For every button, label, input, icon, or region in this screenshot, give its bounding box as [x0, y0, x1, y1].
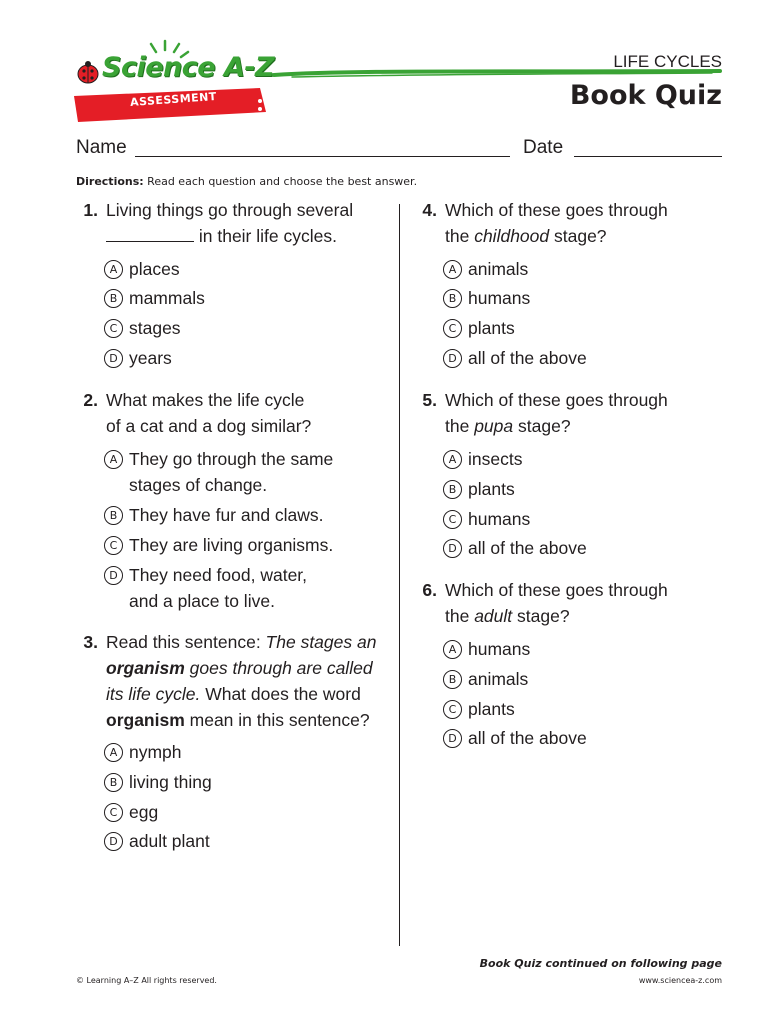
- option-text: living thing: [129, 772, 212, 792]
- question-2: [76, 387, 396, 447]
- keyword: adult: [474, 606, 513, 626]
- answer-bubble[interactable]: D: [443, 539, 462, 558]
- keyword: childhood: [474, 226, 550, 246]
- answer-bubble[interactable]: B: [104, 773, 123, 792]
- question-text: Which of these goes through: [445, 390, 668, 410]
- question-5: [415, 387, 725, 447]
- answer-bubble[interactable]: B: [443, 480, 462, 499]
- question-number: 6.: [422, 580, 437, 600]
- keyword: organism: [106, 658, 185, 678]
- directions-text: Read each question and choose the best answer.: [143, 175, 418, 188]
- subject-label: LIFE CYCLES: [613, 52, 722, 71]
- option-text-line2: and a place to live.: [129, 591, 275, 611]
- continued-note: Book Quiz continued on following page: [479, 957, 722, 970]
- quoted-sentence: The stages an: [265, 632, 377, 652]
- option-text: years: [129, 348, 172, 368]
- question-text-line2: [106, 655, 373, 681]
- answer-bubble[interactable]: A: [104, 743, 123, 762]
- option-text-line2: stages of change.: [129, 475, 268, 495]
- answer-bubble[interactable]: C: [443, 319, 462, 338]
- answer-bubble[interactable]: B: [104, 289, 123, 308]
- option-text: plants: [468, 318, 515, 338]
- question-text: Which of these goes through: [445, 200, 668, 220]
- question-1: [76, 197, 396, 367]
- question-text-fragment: in their life cycles.: [194, 226, 337, 246]
- answer-bubble[interactable]: A: [104, 260, 123, 279]
- option-text: plants: [468, 699, 515, 719]
- question-text-fragment: Read this sentence:: [106, 632, 266, 652]
- option-text: places: [129, 259, 180, 279]
- page-title: Book Quiz: [569, 80, 722, 111]
- answer-bubble[interactable]: B: [443, 289, 462, 308]
- answer-bubble[interactable]: A: [104, 450, 123, 469]
- question-text: What makes the life cycle: [106, 390, 305, 410]
- option-text: They have fur and claws.: [129, 505, 324, 525]
- question-text: Which of these goes through: [445, 580, 668, 600]
- option-text: all of the above: [468, 348, 587, 368]
- question-number: 4.: [422, 200, 437, 220]
- answer-bubble[interactable]: C: [104, 536, 123, 555]
- logo-text: Science A-Z: [102, 52, 275, 83]
- option-text: They go through the same: [129, 449, 334, 469]
- name-field[interactable]: [135, 156, 510, 157]
- question-text-fragment: the: [445, 416, 475, 436]
- answer-bubble[interactable]: C: [104, 319, 123, 338]
- option-text: mammals: [129, 288, 205, 308]
- option-text: all of the above: [468, 728, 587, 748]
- option-text: animals: [468, 259, 529, 279]
- option-text: insects: [468, 449, 523, 469]
- website-link[interactable]: www.sciencea-z.com: [638, 976, 722, 985]
- answer-bubble[interactable]: C: [443, 700, 462, 719]
- question-text-line2: of a cat and a dog similar?: [106, 416, 312, 436]
- date-label: Date: [523, 137, 564, 158]
- question-text-fragment: stage?: [513, 416, 571, 436]
- answer-bubble[interactable]: B: [104, 506, 123, 525]
- answer-bubble[interactable]: D: [443, 349, 462, 368]
- option-text: nymph: [129, 742, 182, 762]
- copyright: © Learning A–Z All rights reserved.: [76, 976, 217, 985]
- option-text: plants: [468, 479, 515, 499]
- option-text: humans: [468, 509, 531, 529]
- question-text-fragment: mean in this sentence?: [184, 710, 370, 730]
- name-label: Name: [76, 137, 127, 158]
- question-number: 3.: [83, 632, 98, 652]
- question-text-line2: [445, 603, 570, 629]
- answer-bubble[interactable]: A: [443, 450, 462, 469]
- quoted-sentence: goes through are called: [184, 658, 373, 678]
- answer-bubble[interactable]: D: [104, 566, 123, 585]
- answer-bubble[interactable]: B: [443, 670, 462, 689]
- answer-bubble[interactable]: D: [104, 349, 123, 368]
- quoted-sentence: its life cycle.: [106, 684, 201, 704]
- answer-bubble[interactable]: C: [443, 510, 462, 529]
- question-text-fragment: What does the word: [200, 684, 361, 704]
- question-text-fragment: the: [445, 226, 475, 246]
- science-az-logo: [70, 38, 275, 124]
- option-text: stages: [129, 318, 181, 338]
- answer-bubble[interactable]: D: [104, 832, 123, 851]
- option-text: all of the above: [468, 538, 587, 558]
- option-text: egg: [129, 802, 159, 822]
- answer-bubble[interactable]: A: [443, 260, 462, 279]
- answer-bubble[interactable]: C: [104, 803, 123, 822]
- directions-label: Directions:: [76, 175, 144, 188]
- option-text: animals: [468, 669, 529, 689]
- question-3: [76, 629, 396, 739]
- answer-bubble[interactable]: D: [443, 729, 462, 748]
- option-text: They are living organisms.: [129, 535, 334, 555]
- keyword: pupa: [474, 416, 514, 436]
- question-4: [415, 197, 725, 257]
- question-text-line2: [445, 223, 607, 249]
- answer-blank: [106, 224, 194, 242]
- directions: [76, 175, 417, 188]
- question-number: 5.: [422, 390, 437, 410]
- option-text: humans: [468, 639, 531, 659]
- option-text: adult plant: [129, 831, 210, 851]
- ladybug-icon: [78, 61, 98, 83]
- keyword: organism: [106, 710, 185, 730]
- option-text: They need food, water,: [129, 565, 308, 585]
- question-number: 1.: [83, 200, 98, 220]
- question-text-line2: [445, 413, 571, 439]
- logo-badge: ASSESSMENT: [129, 89, 218, 110]
- question-text-fragment: stage?: [549, 226, 607, 246]
- question-number: 2.: [83, 390, 98, 410]
- option-text: humans: [468, 288, 531, 308]
- column-divider: [399, 204, 400, 946]
- question-text-line4: [106, 707, 370, 733]
- question-text-line3: [106, 681, 361, 707]
- question-text-line2: [106, 223, 337, 249]
- answer-bubble[interactable]: A: [443, 640, 462, 659]
- question-text: [106, 629, 376, 655]
- question-text-fragment: stage?: [512, 606, 570, 626]
- question-text-fragment: the: [445, 606, 475, 626]
- question-text: Living things go through several: [106, 200, 354, 220]
- date-field[interactable]: [574, 156, 722, 157]
- question-6: [415, 577, 725, 637]
